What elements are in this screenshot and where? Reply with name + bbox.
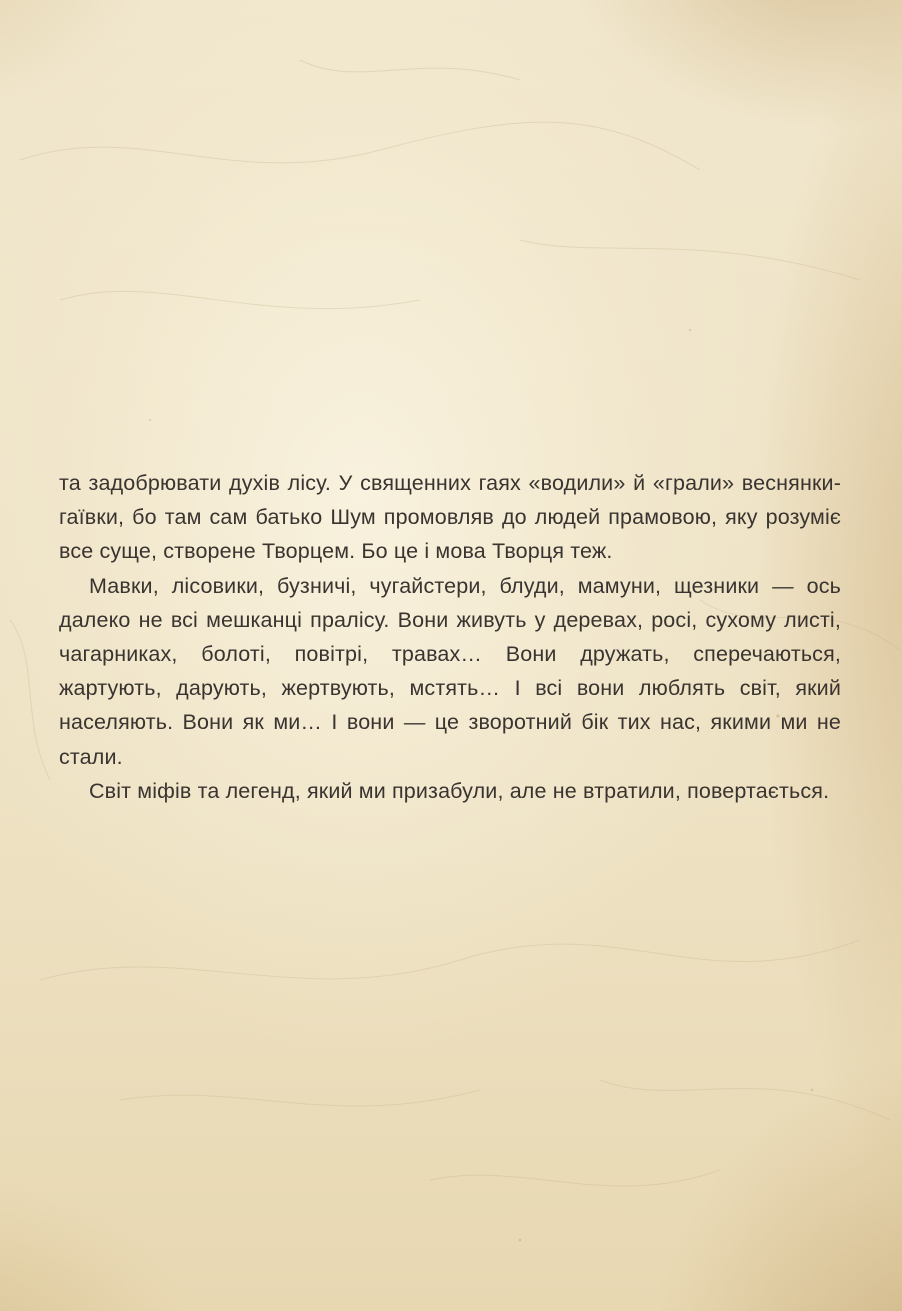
paragraph: Світ міфів та легенд, який ми призабули, але не втратили, повертається. xyxy=(89,778,830,803)
paragraph: та задобрювати духів лісу. У священних гаях «водили» й «грали» веснянки-гаївки, бо там сам батько Шум промовляв до людей прамовою, яку розуміє все суще, створене Творцем. Бо це і мова Творця теж. xyxy=(59,471,841,564)
paragraph: Мавки, лісовики, бузничі, чугайстери, блуди, мамуни, щезники — ось далеко не всі мешканці пралісу. Вони живуть у деревах, росі, сухому листі, чагарниках, болоті, повітрі, травах… Вони дружать, сперечаються, жартують, дарують, жертвують, мстять… І всі вони люблять світ, який населяють. Вони як ми… І вони — це зворотний бік тих нас, якими ми не стали. xyxy=(59,573,841,769)
body-text xyxy=(59,466,841,808)
